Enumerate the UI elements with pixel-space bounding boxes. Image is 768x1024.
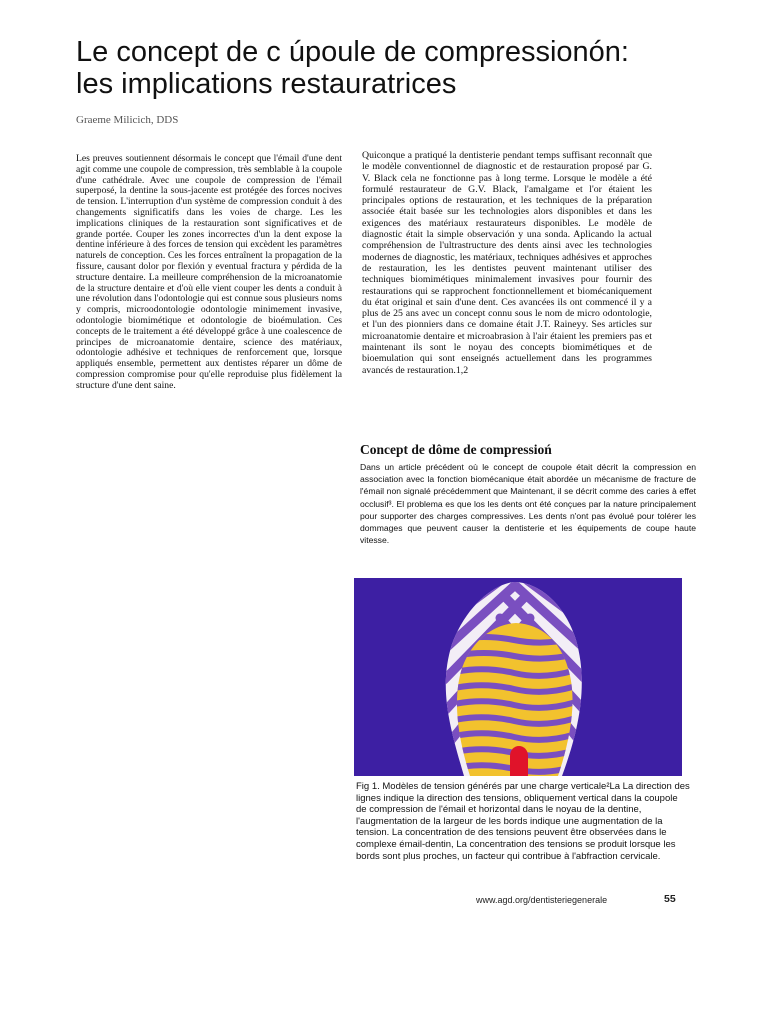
left-column [76,154,342,392]
figure-caption [356,781,690,862]
title-line-2: les implications restauratrices [76,68,457,100]
left-paragraph: Les preuves soutiennent désormais le concept que l'émail d'une dent agit comme une coupole de compression, très semblable à la coupole d'une cathédrale. Avec une coupole de compression de l'émail superposé, la dentine la sous-jacente est protégée des forces nocives de tension. L'interruption d'un système de compression conduit à des changements significatifs dans les voies de charge. Les les implications cliniques de la restauration sont significatives et de grande portée. Couper les zones incorrectes d'un la dent expose la dentine inférieure à des forces de tension qui excèdent les paramètres naturels de conception. Ces les forces entraînent la propagation de la fissure, causant dolor por flexión y eventual fractura y pérdida de la structure dentaire. La meilleure compréhension de la microanatomie de la structure dentaire et d'où elle vient couper les dents a conduit à une révolution dans l'odontologie qui est connue sous plusieurs noms y compris, microodontologie odontologie minimement invasive, odontologie biomimétique et odontologie de bioémulation. Ces concepts de le traitement a été développé grâce à une coalescence de principes de microanatomie dentaire, science des matériaux, odontologie adhésive et techniques de renforcement que, lorsque appliqués ensemble, permettent aux dentistes réparer un dôme de compression compromise pour qu'elle reproduise plus fidèlement la structure d'une dent saine. [76,153,342,391]
pulp-horn [510,746,528,776]
section-heading: Concept de dôme de compressioń [360,442,552,457]
right-paragraph: Quiconque a pratiqué la dentisterie pendant temps suffisant reconnaît que le modèle conventionnel de diagnostic et de restauration proposé par G. V. Black cela ne fonctionne pas à long terme. Lorsque le modèle a été formulé restaurateur de G.V. Black, l'amalgame et l'or étaient les principales options de restauration, et les techniques de la préparation associée était basée sur les technologies alors disponibles et dans les exigences des matériaux restaurateurs disponibles. Le modèle de diagnostic était la simple observación y una sonda. Aplicando la actual compréhension de l'ultrastructure des dents ainsi avec les technologies modernes de diagnostic, les matériaux, techniques adhésives et approches de restauration, les les dentistes peuvent maintenant utiliser des techniques biomimétiques minimalement invasives pour fournir des restaurations qui se rapprochent fonctionnellement et biomécaniquement du état original et sain d'une dent. Ces avancées ils ont commencé il y a plus de 25 ans avec un concept connu sous le nom de micro odontologie, et l'un des pionniers dans ce domaine était J.T. Raineyy. Ses articles sur microanatomie dentaire et microabrasion à l'air étaient les premiers pas et maintenant ils sont le noyau des concepts biomimétiques et de bioemulation qui sont enseignés actuellement dans les programmes avancés de restauration.1,2 [362,150,652,376]
footer-url[interactable]: www.agd.org/dentisteriegenerale [476,895,608,905]
title-line-1: Le concept de c úpoule de compressionón: [76,36,629,68]
figure-tooth-stress-image [354,578,682,776]
page-number: 55 [664,893,676,905]
article-title [76,36,716,100]
section-body [360,461,696,546]
author-name: Graeme Milicich, DDS [76,114,179,126]
caption-text: Fig 1. Modèles de tension générés par une charge verticale²La La direction des lignes indique la direction des tensions, obliquement vertical dans la coupole de compression de l'émail et horizontal dans le noyau de la dentine, l'augmentation de la largeur de les bords indique une augmentation de la tension. La concentration de des tensions peuvent être observées dans le complexe émail-dentin, La concentration des tensions se produit lorsque les bords sont plus proches, un facteur qui contribue à l'abfraction cervicale. [356,781,690,862]
right-column [362,150,652,376]
tooth-stress-illustration [354,578,682,776]
section-paragraph: Dans un article précédent où le concept de coupole était décrit la compression en association avec la fonction biomécanique était abordée un mécanisme de fracture de l'émail non signalé précédemment que Maintenant, il se décrit comme des caries à effet occlusif³. El problema es que los les dents ont été conçues par la nature principalement pour supporter des charges compressives. Les dents n'ont pas évolué pour tolérer les dommages que peuvent causer la dentisterie et les équipements de coupe haute vitesse. [360,462,696,546]
